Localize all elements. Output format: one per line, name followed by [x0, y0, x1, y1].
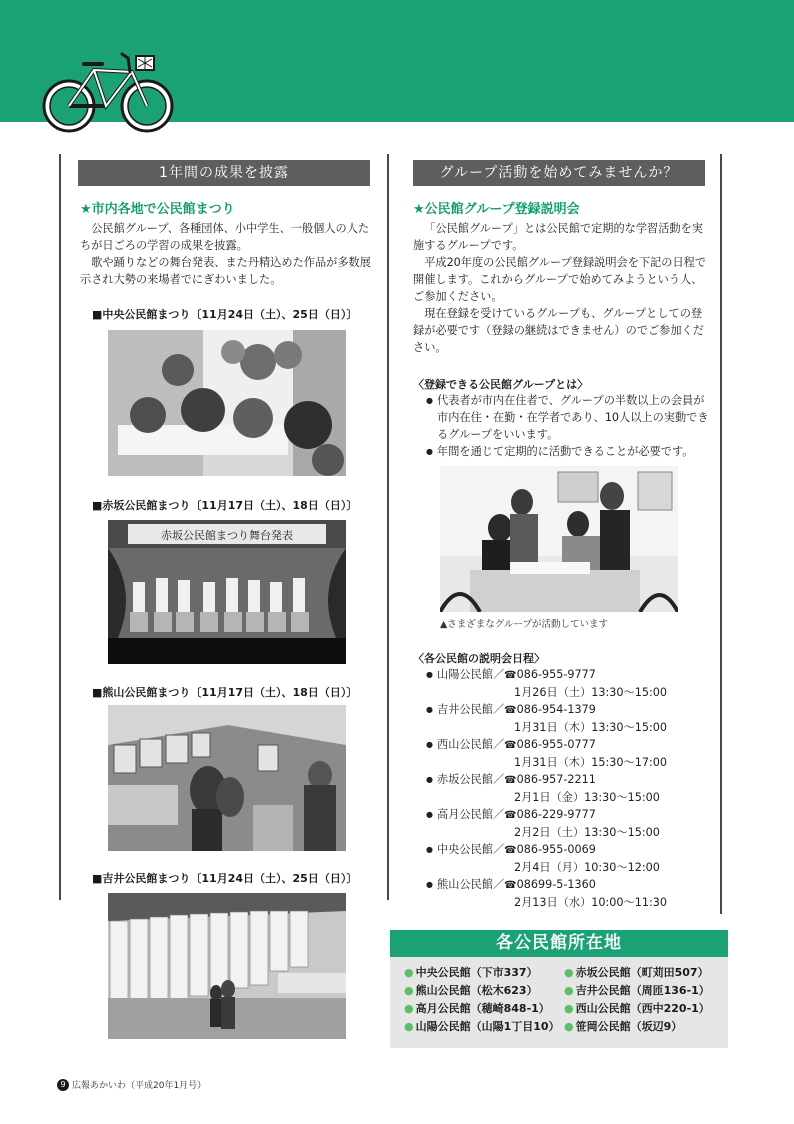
photo-kumayama-festival	[108, 705, 346, 851]
column-rule-middle	[387, 154, 389, 900]
schedule-tel: 086-229-9777	[516, 808, 596, 821]
schedule-item-sanyo	[426, 666, 712, 701]
right-body	[413, 220, 711, 356]
photo-title-kumayama: ■熊山公民館まつり〔11月17日（土）、18日（日）〕	[92, 686, 358, 699]
schedule-tel: 086-954-1379	[516, 703, 596, 716]
photo-title-yoshii: ■吉井公民館まつり〔11月24日（土）、25日（日）〕	[92, 872, 358, 885]
schedule-datetime: 2月2日（土）13:30～15:00	[514, 826, 660, 839]
schedule-datetime: 1月31日（木）15:30～17:00	[514, 756, 667, 769]
bullet-dot-icon: ●	[564, 1020, 574, 1033]
bullet-dot-icon: ●	[404, 1002, 414, 1015]
schedule-tel: 086-955-9777	[516, 668, 596, 681]
photo-title-akasaka: ■赤坂公民館まつり〔11月17日（土）、18日（日）〕	[92, 499, 358, 512]
bullet-dot-icon: ●	[404, 966, 414, 979]
location-item: ● 笹岡公民館（坂辺9）	[564, 1020, 683, 1033]
schedule-item-akasaka	[426, 771, 712, 806]
locations-box	[390, 930, 728, 1048]
schedule-item-kumayama	[426, 876, 712, 911]
left-intro-para-2: 歌や踊りなどの舞台発表、また丹精込めた作品が多数展示され大勢の来場者でにぎわいました。	[80, 256, 371, 286]
photo-group-activity	[440, 466, 678, 612]
left-intro	[80, 220, 375, 288]
schedule-tel: 08699-5-1360	[516, 878, 596, 891]
schedule-hall: 西山公民館／	[437, 738, 505, 751]
schedule-item-takatsuki	[426, 806, 712, 841]
eligible-heading: 〈登録できる公民館グループとは〉	[413, 378, 589, 391]
bullet-dot-icon: ●	[564, 984, 574, 997]
eligible-item-2: ● 年間を通じて定期的に活動できることが必要です。	[426, 443, 712, 460]
location-item: ● 赤坂公民館（町苅田507）	[564, 966, 709, 979]
photo-chuo-festival	[108, 330, 346, 476]
schedule-tel: 086-955-0777	[516, 738, 596, 751]
photo-title-chuo: ■中央公民館まつり〔11月24日（土）、25日（日）〕	[92, 308, 358, 321]
location-item: ● 山陽公民館（山陽1丁目10）	[404, 1020, 560, 1033]
right-section-header: グループ活動を始めてみませんか？	[413, 160, 705, 186]
group-photo-caption: ▲さまざまなグループが活動しています	[440, 619, 609, 630]
phone-icon: ☎	[504, 775, 517, 786]
schedule-heading: 〈各公民館の説明会日程〉	[413, 652, 545, 665]
phone-icon: ☎	[504, 670, 517, 681]
right-subheading: ★公民館グループ登録説明会	[413, 202, 580, 217]
phone-icon: ☎	[504, 740, 517, 751]
column-rule-right	[720, 154, 722, 914]
eligible-list	[426, 392, 712, 460]
bullet-dot-icon: ●	[404, 984, 414, 997]
schedule-hall: 吉井公民館／	[437, 703, 505, 716]
schedule-item-nishiyama	[426, 736, 712, 771]
page-number: 9	[57, 1079, 69, 1091]
eligible-item-1: ● 代表者が市内在住者で、グループの半数以上の会員が市内在住・在勤・在学者であり、10人以上の実動できるグループをいいます。	[426, 392, 712, 443]
right-body-para-2: 平成20年度の公民館グループ登録説明会を下記の日程で開催します。これからグループで始めてみようという人、ご参加ください。	[413, 256, 707, 303]
schedule-list	[426, 666, 712, 911]
bicycle-icon	[42, 50, 176, 134]
right-body-para-3: 現在登録を受けているグループも、グループとしての登録が必要です（登録の継続はできません）のでご参加ください。	[413, 307, 704, 354]
phone-icon: ☎	[504, 810, 517, 821]
photo-yoshii-festival	[108, 893, 346, 1039]
location-item: ● 高月公民館（穂崎848-1）	[404, 1002, 550, 1015]
left-intro-para-1: 公民館グループ、各種団体、小中学生、一般個人の人たちが日ごろの学習の成果を披露。	[80, 222, 370, 252]
bullet-dot-icon: ●	[404, 1020, 414, 1033]
schedule-tel: 086-957-2211	[516, 773, 596, 786]
locations-header: 各公民館所在地	[390, 930, 728, 957]
stage-banner-text: 赤坂公民館まつり舞台発表	[161, 529, 293, 542]
locations-grid	[404, 965, 724, 1035]
schedule-tel: 086-955-0069	[516, 843, 596, 856]
schedule-hall: 高月公民館／	[437, 808, 505, 821]
left-section-header: 1年間の成果を披露	[78, 160, 370, 186]
bullet-dot-icon: ●	[564, 966, 574, 979]
phone-icon: ☎	[504, 880, 517, 891]
photo-akasaka-festival	[108, 520, 346, 664]
schedule-item-yoshii	[426, 701, 712, 736]
location-item: ● 西山公民館（西中220-1）	[564, 1002, 710, 1015]
footer-publication: 広報あかいわ（平成20年1月号）	[72, 1081, 207, 1091]
left-subheading: ★市内各地で公民館まつり	[80, 202, 235, 217]
schedule-datetime: 2月13日（水）10:00～11:30	[514, 896, 667, 909]
schedule-hall: 熊山公民館／	[437, 878, 505, 891]
column-rule-left	[59, 154, 61, 900]
schedule-datetime: 2月4日（月）10:30～12:00	[514, 861, 660, 874]
schedule-datetime: 2月1日（金）13:30～15:00	[514, 791, 660, 804]
location-item: ● 吉井公民館（周匝136-1）	[564, 984, 710, 997]
schedule-hall: 山陽公民館／	[437, 668, 505, 681]
phone-icon: ☎	[504, 705, 517, 716]
phone-icon: ☎	[504, 845, 517, 856]
schedule-datetime: 1月31日（木）13:30～15:00	[514, 721, 667, 734]
location-item: ● 熊山公民館（松木623）	[404, 984, 538, 997]
schedule-hall: 中央公民館／	[437, 843, 505, 856]
schedule-hall: 赤坂公民館／	[437, 773, 505, 786]
bullet-dot-icon: ●	[564, 1002, 574, 1015]
schedule-item-chuo	[426, 841, 712, 876]
location-item: ● 中央公民館（下市337）	[404, 966, 538, 979]
right-body-para-1: 「公民館グループ」とは公民館で定期的な学習活動を実施するグループです。	[413, 222, 703, 252]
schedule-datetime: 1月26日（土）13:30～15:00	[514, 686, 667, 699]
